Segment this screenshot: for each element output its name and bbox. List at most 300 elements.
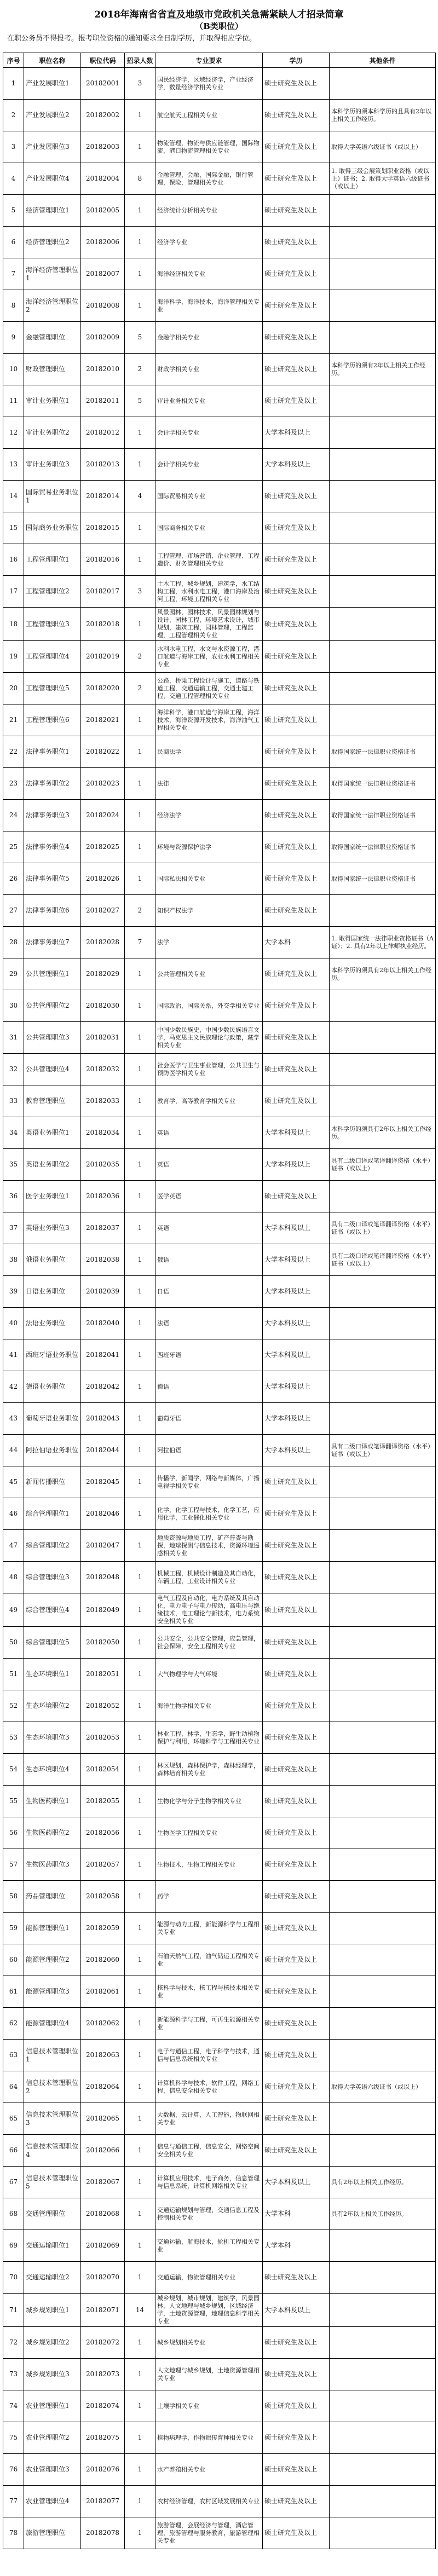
cell-position-code: 20182059 (81, 1913, 125, 1944)
cell-other-conditions (330, 1054, 436, 1085)
cell-major: 经济法学 (155, 800, 263, 831)
cell-major: 审计业务相关专业 (155, 385, 263, 417)
cell-position-code: 20182047 (81, 1530, 125, 1562)
cell-index: 54 (3, 1754, 24, 1786)
cell-position-code: 20182053 (81, 1722, 125, 1754)
cell-education: 硕士研究生及以上 (263, 2454, 330, 2486)
cell-major: 工程管理、市场营销、企业管理、工程造价、财务管理相关专业 (155, 544, 263, 576)
cell-major: 经济学专业 (155, 227, 263, 258)
cell-position-code: 20182070 (81, 2262, 125, 2294)
table-row (3, 322, 436, 354)
cell-index: 48 (3, 1562, 24, 1593)
cell-major: 土壤学相关专业 (155, 2390, 263, 2422)
cell-position-name: 信息技术管理职位2 (24, 2071, 81, 2103)
cell-position-name: 日语业务职位 (24, 1276, 81, 1308)
cell-headcount: 1 (125, 2517, 155, 2549)
cell-headcount: 4 (125, 481, 155, 512)
cell-major: 林业工程，林学，生态学，野生动植物保护与利用，环境科学与工程相关专业 (155, 1722, 263, 1754)
cell-position-code: 20182031 (81, 1022, 125, 1054)
table-row (3, 608, 436, 641)
cell-position-code: 20182037 (81, 1212, 125, 1244)
cell-position-name: 法语业务职位 (24, 1308, 81, 1339)
cell-other-conditions: 取得国家统一法律职业资格证书 (330, 831, 436, 863)
cell-position-code: 20182036 (81, 1181, 125, 1212)
cell-other-conditions: 取得大学英语六级证书（或以上） (330, 2071, 436, 2103)
table-row (3, 1022, 436, 1054)
cell-position-name: 国际贸易业务职位1 (24, 481, 81, 512)
cell-major: 海洋科学，港口航道与海岸工程，海洋技术，海洋资源开发技术，海洋油气工程相关专业 (155, 704, 263, 736)
cell-education: 硕士研究生及以上 (263, 1562, 330, 1593)
cell-headcount: 2 (125, 673, 155, 704)
cell-position-code: 20182061 (81, 1976, 125, 2008)
cell-major: 法律 (155, 768, 263, 800)
cell-major: 海洋生物学相关专业 (155, 1690, 263, 1722)
cell-major: 葡萄牙语 (155, 1403, 263, 1435)
cell-position-name: 工程管理职位5 (24, 673, 81, 704)
cell-major: 德语 (155, 1371, 263, 1403)
cell-position-code: 20182041 (81, 1339, 125, 1371)
cell-other-conditions (330, 449, 436, 481)
cell-education: 硕士研究生及以上 (263, 2008, 330, 2040)
cell-position-code: 20182033 (81, 1085, 125, 1117)
cell-other-conditions (330, 1659, 436, 1690)
cell-position-code: 20182001 (81, 68, 125, 100)
cell-major: 金融学相关专业 (155, 322, 263, 354)
table-row (3, 2517, 436, 2549)
cell-other-conditions (330, 1498, 436, 1530)
table-row (3, 768, 436, 800)
cell-position-name: 法律事务职位4 (24, 831, 81, 863)
cell-index: 69 (3, 2230, 24, 2262)
cell-position-code: 20182032 (81, 1054, 125, 1085)
cell-position-code: 20182028 (81, 927, 125, 958)
cell-position-code: 20182057 (81, 1849, 125, 1881)
cell-index: 35 (3, 1149, 24, 1181)
cell-position-code: 20182043 (81, 1403, 125, 1435)
cell-education: 硕士研究生及以上 (263, 800, 330, 831)
cell-index: 78 (3, 2517, 24, 2549)
cell-education: 硕士研究生及以上 (263, 227, 330, 258)
cell-position-code: 20182054 (81, 1754, 125, 1786)
cell-education: 硕士研究生及以上 (263, 2517, 330, 2549)
cell-major: 法语 (155, 1308, 263, 1339)
table-row (3, 68, 436, 100)
cell-index: 63 (3, 2040, 24, 2071)
cell-index: 31 (3, 1022, 24, 1054)
cell-other-conditions (330, 2230, 436, 2262)
cell-position-code: 20182007 (81, 258, 125, 290)
table-header-row (3, 53, 436, 68)
cell-major: 金融管理，会融，国际金融，银行管理，保险，管理相关专业 (155, 163, 263, 195)
cell-index: 67 (3, 2167, 24, 2198)
cell-index: 42 (3, 1371, 24, 1403)
cell-other-conditions (330, 1022, 436, 1054)
cell-major: 国际商务相关专业 (155, 512, 263, 544)
cell-headcount: 1 (125, 1659, 155, 1690)
table-row (3, 2262, 436, 2294)
cell-other-conditions (330, 1881, 436, 1913)
cell-position-code: 20182008 (81, 290, 125, 322)
cell-position-code: 20182072 (81, 2327, 125, 2359)
cell-headcount: 1 (125, 768, 155, 800)
cell-other-conditions (330, 1181, 436, 1212)
cell-position-name: 旅游管理职位 (24, 2517, 81, 2549)
cell-education: 硕士研究生及以上 (263, 2135, 330, 2167)
cell-headcount: 1 (125, 1627, 155, 1659)
cell-other-conditions (330, 1403, 436, 1435)
table-row (3, 1339, 436, 1371)
cell-position-code: 20182046 (81, 1498, 125, 1530)
header-education: 学历 (263, 53, 330, 68)
intro-note: 在职公务员不得报考。报考职位资格的通知要求全日制学历，并取得相应学位。 (7, 34, 257, 43)
cell-index: 53 (3, 1722, 24, 1754)
cell-position-code: 20182023 (81, 768, 125, 800)
cell-index: 1 (3, 68, 24, 100)
cell-other-conditions (330, 2294, 436, 2327)
cell-position-code: 20182068 (81, 2198, 125, 2230)
cell-education: 大学本科及以上 (263, 1117, 330, 1149)
cell-position-name: 交通运输职位2 (24, 2262, 81, 2294)
cell-position-name: 生物医药职位3 (24, 1849, 81, 1881)
cell-position-name: 能源管理职位3 (24, 1976, 81, 2008)
table-row (3, 258, 436, 290)
table-row (3, 100, 436, 131)
cell-headcount: 1 (125, 1085, 155, 1117)
cell-other-conditions: 具有二级口译或笔译翻译资格（水平）证书（或以上） (330, 1435, 436, 1466)
cell-major: 海洋经济相关专业 (155, 258, 263, 290)
cell-education: 硕士研究生及以上 (263, 68, 330, 100)
table-row (3, 1976, 436, 2008)
cell-education: 大学本科及以上 (263, 1212, 330, 1244)
cell-education: 硕士研究生及以上 (263, 512, 330, 544)
cell-major: 社会医学与卫生事业管理，公共卫生与预防医学相关专业 (155, 1054, 263, 1085)
cell-education: 硕士研究生及以上 (263, 1881, 330, 1913)
cell-major: 海洋科学，海洋技术，海洋管理相关专业 (155, 290, 263, 322)
cell-index: 10 (3, 354, 24, 385)
table-row (3, 958, 436, 990)
cell-position-name: 英语业务职位3 (24, 1212, 81, 1244)
cell-headcount: 1 (125, 1976, 155, 2008)
cell-index: 17 (3, 576, 24, 608)
cell-position-name: 医学业务职位1 (24, 1181, 81, 1212)
cell-headcount: 1 (125, 2167, 155, 2198)
cell-position-code: 20182075 (81, 2422, 125, 2454)
cell-other-conditions (330, 1085, 436, 1117)
cell-headcount: 1 (125, 1371, 155, 1403)
document-subtitle: （B类职位） (195, 21, 243, 31)
cell-major: 水利水电工程，水文与水资源工程，港口航道与海岸工程，农业水利工程相关专业 (155, 641, 263, 673)
cell-index: 30 (3, 990, 24, 1022)
table-row (3, 895, 436, 927)
cell-position-code: 20182078 (81, 2517, 125, 2549)
cell-major: 英语 (155, 1212, 263, 1244)
cell-headcount: 1 (125, 2327, 155, 2359)
cell-index: 20 (3, 673, 24, 704)
cell-major: 化学，化学工程与技术，化学工艺，应用化学，工业催化相关专业 (155, 1498, 263, 1530)
cell-index: 36 (3, 1181, 24, 1212)
cell-major: 风景园林，园林技术，风景园林规划与设计，园林工程，环境艺术设计，城市规划，建筑工程，园林管理，工程监理，工程管理相关专业 (155, 608, 263, 641)
cell-other-conditions: 本科学历的须本科学历的且具有2年以上相关工作经历。 (330, 100, 436, 131)
cell-major: 经济统计分析相关专业 (155, 195, 263, 227)
table-row (3, 1149, 436, 1181)
cell-index: 77 (3, 2486, 24, 2517)
cell-index: 61 (3, 1976, 24, 2008)
cell-other-conditions (330, 2040, 436, 2071)
table-row (3, 227, 436, 258)
cell-other-conditions (330, 641, 436, 673)
cell-headcount: 1 (125, 2040, 155, 2071)
cell-education: 硕士研究生及以上 (263, 2390, 330, 2422)
cell-other-conditions (330, 704, 436, 736)
cell-position-name: 法律事务职位2 (24, 768, 81, 800)
cell-position-name: 城乡规划职位2 (24, 2327, 81, 2359)
cell-position-name: 审计业务职位2 (24, 417, 81, 449)
cell-position-code: 20182063 (81, 2040, 125, 2071)
cell-index: 59 (3, 1913, 24, 1944)
cell-other-conditions (330, 2486, 436, 2517)
cell-index: 75 (3, 2422, 24, 2454)
cell-major: 生物技术，生物工程相关专业 (155, 1849, 263, 1881)
cell-position-name: 公共管理职位2 (24, 990, 81, 1022)
cell-education: 硕士研究生及以上 (263, 2262, 330, 2294)
cell-position-code: 20182045 (81, 1466, 125, 1498)
cell-position-name: 教育管理职位 (24, 1085, 81, 1117)
cell-other-conditions (330, 1913, 436, 1944)
table-row (3, 1659, 436, 1690)
cell-education: 大学本科及以上 (263, 2167, 330, 2198)
cell-education: 硕士研究生及以上 (263, 2486, 330, 2517)
cell-major: 药学 (155, 1881, 263, 1913)
cell-headcount: 1 (125, 1308, 155, 1339)
cell-index: 44 (3, 1435, 24, 1466)
cell-headcount: 1 (125, 800, 155, 831)
cell-other-conditions: 取得国家统一法律职业资格证书 (330, 863, 436, 895)
cell-major: 环境与资源保护法学 (155, 831, 263, 863)
cell-major: 国际政治，国际关系，外交学相关专业 (155, 990, 263, 1022)
cell-position-code: 20182050 (81, 1627, 125, 1659)
table-row (3, 736, 436, 768)
cell-other-conditions (330, 1944, 436, 1976)
cell-index: 16 (3, 544, 24, 576)
table-row (3, 2294, 436, 2327)
cell-other-conditions: 1. 取得三级会展策划职业资格（或以上）证书；2. 取得大学英语六级证书（或以上） (330, 163, 436, 195)
table-row (3, 990, 436, 1022)
cell-headcount: 5 (125, 322, 155, 354)
cell-headcount: 7 (125, 927, 155, 958)
cell-other-conditions (330, 417, 436, 449)
cell-education: 硕士研究生及以上 (263, 2422, 330, 2454)
cell-position-name: 工程管理职位6 (24, 704, 81, 736)
cell-other-conditions (330, 1754, 436, 1786)
cell-position-name: 生物医药职位1 (24, 1786, 81, 1817)
table-row (3, 1754, 436, 1786)
table-row (3, 2327, 436, 2359)
cell-major: 地质资源与地质工程，矿产普查与勘探，地球探测与信息技术，资源环境遥感相关专业 (155, 1530, 263, 1562)
table-row (3, 195, 436, 227)
cell-headcount: 1 (125, 1593, 155, 1627)
cell-headcount: 1 (125, 258, 155, 290)
cell-education: 硕士研究生及以上 (263, 1593, 330, 1627)
cell-position-name: 葡萄牙语业务职位 (24, 1403, 81, 1435)
cell-other-conditions (330, 195, 436, 227)
cell-other-conditions (330, 2103, 436, 2135)
cell-headcount: 2 (125, 354, 155, 385)
cell-education: 硕士研究生及以上 (263, 1054, 330, 1085)
cell-position-name: 综合管理职位1 (24, 1498, 81, 1530)
cell-index: 76 (3, 2454, 24, 2486)
cell-education: 大学本科及以上 (263, 1435, 330, 1466)
cell-position-name: 法律事务职位5 (24, 863, 81, 895)
cell-other-conditions (330, 2359, 436, 2390)
cell-education: 硕士研究生及以上 (263, 1722, 330, 1754)
table-row (3, 1054, 436, 1085)
cell-position-code: 20182049 (81, 1593, 125, 1627)
cell-headcount: 1 (125, 2486, 155, 2517)
cell-position-code: 20182017 (81, 576, 125, 608)
table-row (3, 1562, 436, 1593)
cell-position-code: 20182027 (81, 895, 125, 927)
cell-other-conditions: 取得国家统一法律职业资格证书 (330, 736, 436, 768)
header-position-name: 职位名称 (24, 53, 81, 68)
cell-index: 14 (3, 481, 24, 512)
cell-position-code: 20182025 (81, 831, 125, 863)
cell-other-conditions: 取得国家统一法律职业资格证书 (330, 800, 436, 831)
cell-headcount: 1 (125, 704, 155, 736)
cell-position-code: 20182012 (81, 417, 125, 449)
cell-major: 农村经济管理，农村区域发展相关专业 (155, 2486, 263, 2517)
cell-position-name: 能源管理职位1 (24, 1913, 81, 1944)
cell-major: 生物化学与分子生物学相关专业 (155, 1786, 263, 1817)
cell-index: 21 (3, 704, 24, 736)
cell-other-conditions: 1. 取得国家统一法律职业资格证书（A证）；2. 具有2年以上律师执业经历。 (330, 927, 436, 958)
table-row (3, 2230, 436, 2262)
cell-position-code: 20182006 (81, 227, 125, 258)
cell-education: 硕士研究生及以上 (263, 576, 330, 608)
cell-education: 大学本科及以上 (263, 1339, 330, 1371)
cell-index: 52 (3, 1690, 24, 1722)
cell-major: 物流管理，物流与供应链管理，国际物流，港口物流管理相关专业 (155, 131, 263, 163)
cell-other-conditions (330, 1371, 436, 1403)
cell-position-code: 20182014 (81, 481, 125, 512)
cell-major: 航空航天工程相关专业 (155, 100, 263, 131)
cell-position-code: 20182030 (81, 990, 125, 1022)
cell-education: 硕士研究生及以上 (263, 1466, 330, 1498)
cell-headcount: 1 (125, 1466, 155, 1498)
cell-index: 4 (3, 163, 24, 195)
table-row (3, 1627, 436, 1659)
table-row (3, 641, 436, 673)
table-row (3, 1117, 436, 1149)
cell-education: 硕士研究生及以上 (263, 768, 330, 800)
cell-education: 大学本科 (263, 2198, 330, 2230)
cell-index: 62 (3, 2008, 24, 2040)
cell-index: 39 (3, 1276, 24, 1308)
cell-major: 人文地理与城乡规划，土地资源管理相关专业 (155, 2359, 263, 2390)
cell-headcount: 1 (125, 2454, 155, 2486)
cell-education: 硕士研究生及以上 (263, 1659, 330, 1690)
cell-headcount: 1 (125, 417, 155, 449)
cell-headcount: 8 (125, 163, 155, 195)
cell-other-conditions (330, 2422, 436, 2454)
table-row (3, 2008, 436, 2040)
cell-position-code: 20182009 (81, 322, 125, 354)
cell-index: 34 (3, 1117, 24, 1149)
table-row (3, 1944, 436, 1976)
cell-headcount: 1 (125, 1944, 155, 1976)
table-row (3, 163, 436, 195)
cell-other-conditions: 取得国家统一法律职业资格证书 (330, 768, 436, 800)
table-row (3, 1690, 436, 1722)
cell-position-name: 交通运输职位1 (24, 2230, 81, 2262)
cell-other-conditions (330, 990, 436, 1022)
cell-headcount: 1 (125, 2103, 155, 2135)
table-row (3, 2167, 436, 2198)
cell-index: 9 (3, 322, 24, 354)
table-row (3, 512, 436, 544)
cell-position-name: 农业管理职位2 (24, 2422, 81, 2454)
cell-other-conditions (330, 385, 436, 417)
document-title: 2018年海南省省直及地级市党政机关急需紧缺人才招录简章 (94, 9, 344, 20)
cell-headcount: 1 (125, 1881, 155, 1913)
cell-major: 公共管理相关专业 (155, 958, 263, 990)
cell-other-conditions (330, 2135, 436, 2167)
cell-position-name: 公共管理职位3 (24, 1022, 81, 1054)
cell-position-name: 审计业务职位3 (24, 449, 81, 481)
cell-education: 硕士研究生及以上 (263, 163, 330, 195)
cell-education: 硕士研究生及以上 (263, 354, 330, 385)
cell-position-code: 20182071 (81, 2294, 125, 2327)
cell-position-name: 交通管理职位 (24, 2198, 81, 2230)
table-row (3, 2390, 436, 2422)
cell-major: 水产养殖相关专业 (155, 2454, 263, 2486)
cell-headcount: 1 (125, 1117, 155, 1149)
cell-index: 68 (3, 2198, 24, 2230)
table-row (3, 1276, 436, 1308)
cell-education: 硕士研究生及以上 (263, 704, 330, 736)
cell-index: 28 (3, 927, 24, 958)
cell-index: 50 (3, 1627, 24, 1659)
cell-position-code: 20182062 (81, 2008, 125, 2040)
cell-headcount: 1 (125, 449, 155, 481)
cell-position-code: 20182076 (81, 2454, 125, 2486)
table-row (3, 1786, 436, 1817)
cell-position-name: 能源管理职位4 (24, 2008, 81, 2040)
cell-major: 新能源科学与工程，可再生能源相关专业 (155, 2008, 263, 2040)
cell-position-code: 20182026 (81, 863, 125, 895)
cell-position-code: 20182077 (81, 2486, 125, 2517)
cell-index: 43 (3, 1403, 24, 1435)
cell-position-name: 俄语业务职位 (24, 1244, 81, 1276)
cell-major: 石油天然气工程，油气储运工程相关专业 (155, 1944, 263, 1976)
cell-position-name: 信息技术管理职位5 (24, 2167, 81, 2198)
cell-major: 国际私法相关专业 (155, 863, 263, 895)
cell-major: 交通运输规划与管理，交通信息工程及控制相关专业 (155, 2198, 263, 2230)
cell-major: 能源与动力工程，新能源科学与工程相关专业 (155, 1913, 263, 1944)
cell-index: 15 (3, 512, 24, 544)
cell-headcount: 1 (125, 863, 155, 895)
cell-other-conditions (330, 608, 436, 641)
cell-education: 硕士研究生及以上 (263, 1786, 330, 1817)
cell-major: 阿拉伯语 (155, 1435, 263, 1466)
cell-other-conditions: 具有二级口译或笔译翻译资格（水平）证书（或以上） (330, 1212, 436, 1244)
cell-index: 73 (3, 2359, 24, 2390)
cell-headcount: 1 (125, 2135, 155, 2167)
cell-headcount: 1 (125, 1786, 155, 1817)
cell-position-code: 20182039 (81, 1276, 125, 1308)
positions-table (3, 53, 436, 2549)
cell-position-name: 生态环境职位4 (24, 1754, 81, 1786)
cell-education: 硕士研究生及以上 (263, 895, 330, 927)
